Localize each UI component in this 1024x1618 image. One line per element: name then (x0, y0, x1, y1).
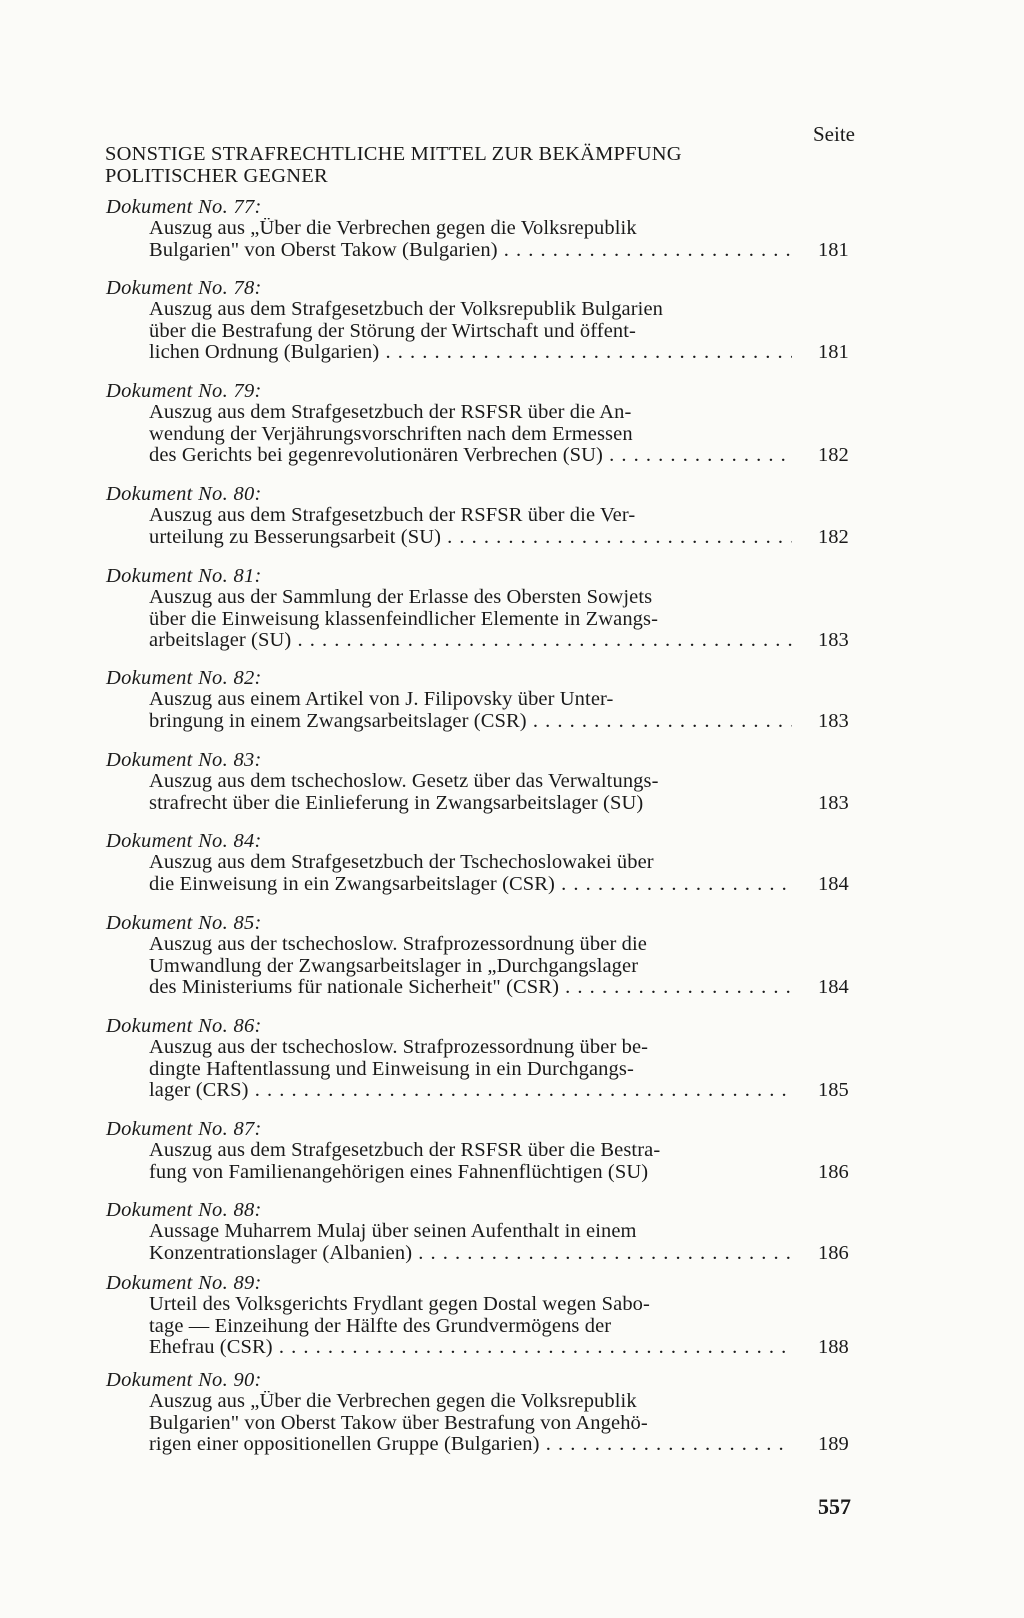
page-reference: 185 (818, 1079, 849, 1101)
page-reference: 183 (818, 791, 849, 814)
description-line: bringung in einem Zwangsarbeitslager (CSR) . . . (149, 711, 792, 733)
description-line: Konzentrationslager (Albanien) . . . (149, 1243, 792, 1265)
description-line: strafrecht über die Einlieferung in Zwangsarbeitslager (SU) (149, 792, 644, 814)
document-description (149, 852, 792, 895)
document-label: Dokument No. 86: (106, 1015, 262, 1037)
description-line: Bulgarien" von Oberst Takow (Bulgarien) . . . (149, 240, 792, 262)
description-line: Auszug aus der tschechoslow. Strafprozessordnung über die (149, 934, 647, 955)
description-line: tage — Einzeihung der Hälfte des Grundvermögens der (149, 1315, 612, 1337)
description-line: lichen Ordnung (Bulgarien) . . . (149, 342, 792, 364)
description-line: Auszug aus dem Strafgesetzbuch der Tschechoslowakei über (149, 852, 654, 873)
document-description (149, 689, 792, 732)
page-reference: 182 (818, 525, 849, 548)
description-line: Auszug aus der tschechoslow. Strafprozessordnung über be- (149, 1037, 649, 1058)
document-label: Dokument No. 78: (106, 277, 262, 299)
description-line: Auszug aus einem Artikel von J. Filipovsky über Unter- (149, 689, 614, 710)
description-line: dingte Haftentlassung und Einweisung in ein Durchgangs- (149, 1058, 634, 1080)
description-line: Auszug aus der Sammlung der Erlasse des Obersten Sowjets (149, 587, 653, 608)
description-line: über die Einweisung klassenfeindlicher Elemente in Zwangs- (149, 608, 659, 630)
description-line: die Einweisung in ein Zwangsarbeitslager (CSR) . . . (149, 874, 792, 896)
document-description (149, 1294, 792, 1359)
description-line: lager (CRS) . . . (149, 1080, 792, 1102)
document-label: Dokument No. 85: (106, 912, 262, 934)
document-description (149, 402, 792, 467)
document-label: Dokument No. 87: (106, 1118, 262, 1140)
document-label: Dokument No. 81: (106, 565, 262, 587)
description-line: Auszug aus dem Strafgesetzbuch der RSFSR über die Bestra- (149, 1140, 661, 1161)
description-line: Ehefrau (CSR) . . . (149, 1337, 792, 1359)
description-line: Auszug aus dem tschechoslow. Gesetz über das Verwaltungs- (149, 771, 659, 792)
page-reference: 188 (818, 1336, 849, 1358)
description-line: urteilung zu Besserungsarbeit (SU) . . . (149, 527, 792, 549)
description-line: Urteil des Volksgerichts Frydlant gegen Dostal wegen Sabo- (149, 1294, 650, 1315)
page-reference: 183 (818, 629, 849, 651)
description-line: arbeitslager (SU) . . . (149, 630, 792, 652)
description-line: über die Bestrafung der Störung der Wirtschaft und öffent- (149, 320, 636, 342)
description-line: des Ministeriums für nationale Sicherheit" (CSR) . . . (149, 977, 792, 999)
description-line: wendung der Verjährungsvorschriften nach dem Ermessen (149, 423, 633, 445)
description-line: des Gerichts bei gegenrevolutionären Verbrechen (SU) . . . (149, 445, 792, 467)
document-label: Dokument No. 88: (106, 1199, 262, 1221)
page-reference: 186 (818, 1241, 849, 1264)
document-description (149, 1140, 792, 1183)
description-line: Auszug aus dem Strafgesetzbuch der Volksrepublik Bulgarien (149, 299, 664, 320)
document-description (149, 1037, 792, 1102)
document-label: Dokument No. 80: (106, 483, 262, 505)
document-description (149, 934, 792, 999)
description-line: Bulgarien" von Oberst Takow über Bestrafung von Angehö- (149, 1412, 648, 1434)
page-reference: 186 (818, 1160, 849, 1183)
document-label: Dokument No. 79: (106, 380, 262, 402)
description-line: Auszug aus dem Strafgesetzbuch der RSFSR über die An- (149, 402, 632, 423)
document-label: Dokument No. 77: (106, 196, 262, 218)
page-reference: 181 (818, 238, 849, 261)
document-description (149, 218, 792, 261)
section-title: SONSTIGE STRAFRECHTLICHE MITTEL ZUR BEKÄMPFUNG POLITISCHER GEGNER (105, 143, 682, 187)
description-line: Auszug aus dem Strafgesetzbuch der RSFSR über die Ver- (149, 505, 636, 526)
document-label: Dokument No. 89: (106, 1272, 262, 1294)
document-label: Dokument No. 84: (106, 830, 262, 852)
description-line: rigen einer oppositionellen Gruppe (Bulgarien) . . . (149, 1434, 792, 1456)
page-reference: 183 (818, 709, 849, 732)
description-line: Auszug aus „Über die Verbrechen gegen die Volksrepublik (149, 1391, 637, 1412)
document-description (149, 1391, 792, 1456)
document-label: Dokument No. 90: (106, 1369, 262, 1391)
page-reference: 184 (818, 872, 849, 895)
page-reference: 181 (818, 341, 849, 363)
page-number: 557 (818, 1494, 851, 1519)
page-reference: 189 (818, 1433, 849, 1455)
document-label: Dokument No. 83: (106, 749, 262, 771)
description-line: fung von Familienangehörigen eines Fahnenflüchtigen (SU) (149, 1161, 649, 1183)
seite-column-header: Seite (813, 122, 855, 146)
page-reference: 184 (818, 976, 849, 998)
document-description (149, 1221, 792, 1264)
page-reference: 182 (818, 444, 849, 466)
description-line: Aussage Muharrem Mulaj über seinen Aufenthalt in einem (149, 1221, 637, 1242)
document-description (149, 587, 792, 652)
document-description (149, 299, 792, 364)
description-line: Umwandlung der Zwangsarbeitslager in „Durchgangslager (149, 955, 639, 977)
document-description (149, 771, 792, 814)
document-label: Dokument No. 82: (106, 667, 262, 689)
document-description (149, 505, 792, 548)
description-line: Auszug aus „Über die Verbrechen gegen die Volksrepublik (149, 218, 637, 239)
